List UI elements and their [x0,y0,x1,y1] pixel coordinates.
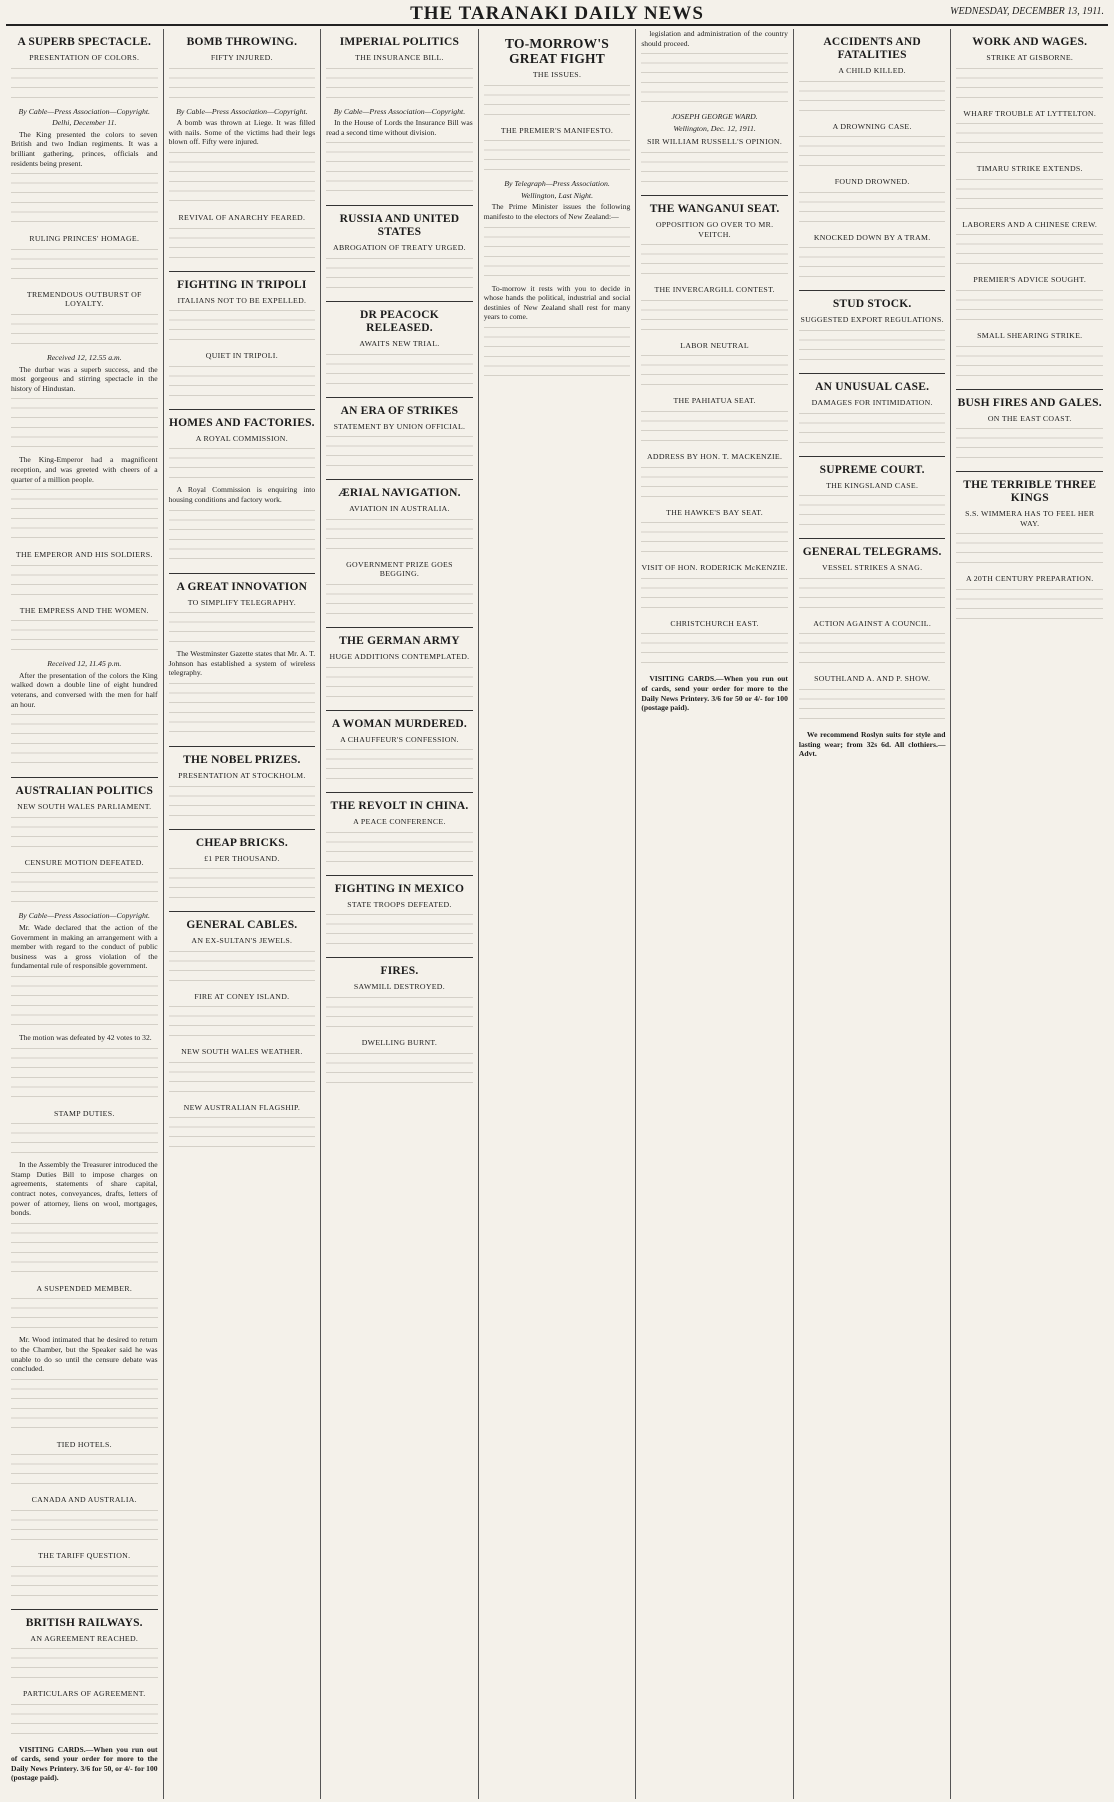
article-subheading: TREMENDOUS OUTBURST OF LOYALTY. [26,289,142,309]
section-rule [799,373,946,374]
section-rule [326,205,473,206]
article-subheading: STATE TROOPS DEFEATED. [347,899,452,909]
article-subheading: PRESENTATION AT STOCKHOLM. [178,770,306,780]
body-text-lines [11,1701,158,1741]
article-subheading: FIRE AT CONEY ISLAND. [194,991,290,1001]
body-text-lines [169,1114,316,1154]
column-4 [479,29,637,1799]
article-subheading: GOVERNMENT PRIZE GOES BEGGING. [346,559,453,579]
body-text-lines [169,149,316,209]
article-paragraph: A Royal Commission is enquiring into housing conditions and factory work. [168,485,316,504]
article-headline: ACCIDENTS AND FATALITIES [823,36,921,61]
section-rule [11,777,158,778]
article-subheading: SUGGESTED EXPORT REGULATIONS. [800,315,944,325]
body-text-lines [641,241,788,281]
article-subheading: NEW SOUTH WALES PARLIAMENT. [17,802,152,812]
dateline: Wellington, Last Night. [520,190,594,200]
article-headline: A GREAT INNOVATION [176,580,308,593]
article-headline: STUD STOCK. [832,298,912,311]
body-text-lines [326,65,473,105]
section-rule [326,957,473,958]
dateline: By Cable—Press Association—Copyright. [18,106,151,116]
dateline: Wellington, Dec. 12, 1911. [673,123,756,133]
article-paragraph: Mr. Wade declared that the action of the Government in making an arrangement with a member with regard to the conduct of public business was a gross violation of the fundamental rule of responsible government. [11,923,158,971]
article-subheading: CANADA AND AUSTRALIA. [31,1495,137,1505]
section-rule [799,456,946,457]
body-text-lines [326,1050,473,1090]
article-headline: TO-MORROW'S GREAT FIGHT [505,36,609,66]
body-text-lines [641,408,788,448]
body-text-lines [169,865,316,905]
article-subheading: A PEACE CONFERENCE. [353,817,446,827]
article-subheading: THE HAWKE'S BAY SEAT. [666,507,764,517]
article-subheading: ON THE EAST COAST. [987,413,1072,423]
body-text-lines [169,445,316,485]
article-headline: THE NOBEL PRIZES. [183,753,301,766]
article-paragraph: The Westminster Gazette states that Mr. A. T. Johnson has established a system of wireless telegraphy. [168,649,316,678]
body-text-lines [326,664,473,704]
article-headline: GENERAL TELEGRAMS. [802,546,942,559]
article-headline: THE TERRIBLE THREE KINGS [963,479,1097,505]
body-text-lines [11,1563,158,1603]
article-subheading: TIED HOTELS. [56,1439,112,1449]
article-subheading: ITALIANS NOT TO BE EXPELLED. [177,295,307,305]
article-headline: WORK AND WAGES. [972,36,1088,48]
article-paragraph: In the House of Lords the Insurance Bill was read a second time without division. [326,118,473,137]
article-subheading: THE EMPRESS AND THE WOMEN. [19,605,149,615]
section-rule [326,301,473,302]
column-3 [321,29,479,1799]
section-rule [799,290,946,291]
body-text-lines [169,225,316,265]
body-text-lines [484,324,631,384]
body-text-lines [956,65,1103,105]
body-text-lines [11,1045,158,1105]
article-subheading: ADDRESS BY HON. T. MACKENZIE. [646,451,783,461]
article-subheading: A CHILD KILLED. [838,66,906,75]
body-text-lines [11,1451,158,1491]
section-rule [326,397,473,398]
body-text-lines [799,410,946,450]
article-headline: ÆRIAL NAVIGATION. [338,487,461,500]
section-rule [326,710,473,711]
article-subheading: A SUSPENDED MEMBER. [36,1283,133,1293]
article-subheading: LABORERS AND A CHINESE CREW. [962,219,1098,229]
article-subheading: FOUND DROWNED. [834,177,910,187]
article-subheading: AWAITS NEW TRIAL. [359,338,440,348]
article-subheading: THE KINGSLAND CASE. [826,480,919,490]
body-text-lines [11,395,158,455]
body-text-lines [326,433,473,473]
dateline: Received 12, 12.55 a.m. [46,352,122,362]
body-text-lines [641,630,788,670]
article-headline: FIGHTING IN TRIPOLI [177,278,307,291]
section-rule [169,746,316,747]
section-rule [326,792,473,793]
article-subheading: SIR WILLIAM RUSSELL'S OPINION. [647,137,783,147]
article-headline: THE WANGANUI SEAT. [649,202,780,215]
article-headline: FIGHTING IN MEXICO [334,882,465,895]
article-subheading: STRIKE AT GISBORNE. [986,53,1074,62]
body-text-lines [11,1220,158,1280]
article-subheading: QUIET IN TRIPOLI. [205,351,278,361]
section-rule [326,875,473,876]
section-rule [169,573,316,574]
body-text-lines [169,609,316,649]
section-rule [169,829,316,830]
body-text-lines [956,231,1103,271]
body-text-lines [11,1120,158,1160]
body-text-lines [169,680,316,740]
body-text-lines [326,829,473,869]
article-subheading: £1 PER THOUSAND. [204,853,280,863]
article-subheading: REVIVAL OF ANARCHY FEARED. [178,212,306,222]
article-headline: THE REVOLT IN CHINA. [330,800,469,813]
dateline: By Cable—Press Association—Copyright. [333,106,466,116]
article-headline: RUSSIA AND UNITED STATES [339,213,460,239]
dateline: By Telegraph—Press Association. [504,179,610,189]
article-headline: AUSTRALIAN POLITICS [15,785,154,798]
body-text-lines [326,255,473,295]
body-text-lines [799,189,946,229]
body-text-lines [956,530,1103,570]
article-subheading: CENSURE MOTION DEFEATED. [24,857,144,867]
article-subheading: THE ISSUES. [532,70,582,79]
body-text-lines [641,464,788,504]
issue-date: WEDNESDAY, DECEMBER 13, 1911. [950,6,1104,17]
body-text-lines [11,711,158,771]
article-subheading: THE INVERCARGILL CONTEST. [654,285,775,295]
advertisement: VISITING CARDS.—When you run out of cards, send your order for more to the Daily News Printery. 3/6 for 50, or 4/- for 100 (postage paid). [11,1744,158,1783]
section-rule [326,627,473,628]
article-subheading: ACTION AGAINST A COUNCIL. [813,618,932,628]
advertisement: VISITING CARDS.—When you run out of cards, send your order for more to the Daily News Printery. 3/6 for 50 or 4/- for 100 (postage paid). [641,674,788,713]
body-text-lines [169,65,316,105]
dateline: By Cable—Press Association—Copyright. [176,106,308,116]
article-paragraph: The motion was defeated by 42 votes to 32. [19,1033,152,1042]
article-subheading: A 20TH CENTURY PREPARATION. [965,574,1094,584]
advertisement: We recommend Roslyn suits for style and lasting wear; from 32s 6d. All clothiers.—Advt. [798,729,946,759]
article-headline: THE GERMAN ARMY [339,634,460,647]
article-headline: AN ERA OF STRIKES [340,404,459,417]
article-subheading: S.S. WIMMERA HAS TO FEEL HER WAY. [965,509,1095,528]
body-text-lines [11,311,158,351]
article-paragraph: The King-Emperor had a magnificent reception, and was greeted with cheers of a quarter of a million people. [11,455,158,484]
article-subheading: THE INSURANCE BILL. [355,53,444,62]
body-text-lines [326,994,473,1034]
body-text-lines [11,617,158,657]
article-headline: BUSH FIRES AND GALES. [957,396,1102,409]
body-text-lines [11,486,158,546]
body-text-lines [799,78,946,118]
body-text-lines [956,176,1103,216]
article-headline: AN UNUSUAL CASE. [815,380,930,393]
article-subheading: SOUTHLAND A. AND P. SHOW. [814,674,931,684]
column-1 [6,29,164,1799]
body-text-lines [956,586,1103,626]
article-paragraph: To-morrow it rests with you to decide in whose hands the political, industrial and social destinies of New Zealand shall rest for many years to come. [483,283,631,322]
body-text-lines [799,244,946,284]
article-subheading: THE PREMIER'S MANIFESTO. [500,125,614,135]
article-headline: FIRES. [380,965,419,978]
column-6 [794,29,952,1799]
article-subheading: DAMAGES FOR INTIMIDATION. [811,397,933,407]
body-text-lines [11,814,158,854]
article-subheading: PARTICULARS OF AGREEMENT. [23,1689,146,1699]
body-text-lines [799,575,946,615]
body-text-lines [11,1295,158,1335]
body-text-lines [956,287,1103,327]
body-text-lines [169,507,316,567]
body-text-lines [169,307,316,347]
body-text-lines [169,1003,316,1043]
article-subheading: SAWMILL DESTROYED. [353,982,445,992]
article-headline: DR PEACOCK RELEASED. [359,308,439,334]
article-headline: BRITISH RAILWAYS. [25,1616,143,1629]
article-subheading: PREMIER'S ADVICE SOUGHT. [973,275,1087,285]
section-rule [11,1609,158,1610]
body-text-lines [956,425,1103,465]
body-text-lines [484,137,631,177]
body-text-lines [169,783,316,823]
newspaper-title: THE TARANAKI DAILY NEWS [410,3,704,24]
body-text-lines [484,82,631,122]
body-text-lines [641,352,788,392]
body-text-lines [11,1376,158,1436]
article-subheading: AVIATION IN AUSTRALIA. [349,504,450,514]
article-subheading: DWELLING BURNT. [361,1037,438,1047]
body-text-lines [11,562,158,602]
dateline: JOSEPH GEORGE WARD. [671,112,758,122]
section-rule [799,538,946,539]
article-paragraph: In the Assembly the Treasurer introduced the Stamp Duties Bill to impose charges on agreements, statements of share capital, contract notes, conveyances, drafts, letters of power of attorney, liens on wool, mortgages, bonds. [11,1160,158,1218]
article-subheading: AN EX-SULTAN'S JEWELS. [191,936,293,946]
body-text-lines [641,575,788,615]
section-rule [326,479,473,480]
article-paragraph: The Prime Minister issues the following manifesto to the electors of New Zealand:— [483,202,631,221]
section-rule [956,389,1103,390]
article-headline: A WOMAN MURDERED. [331,717,467,730]
body-text-lines [326,139,473,199]
masthead [6,0,1108,26]
body-text-lines [326,746,473,786]
article-subheading: AN AGREEMENT REACHED. [30,1633,139,1643]
article-paragraph: The durbar was a superb success, and the most gorgeous and stirring spectacle in the history of Hindustan. [11,364,158,393]
article-paragraph: After the presentation of the colors the King walked down a double line of eight hundred veterans, and conversed with the men for half an hour. [11,670,158,709]
body-text-lines [799,327,946,367]
body-text-lines [956,343,1103,383]
dateline: Received 12, 11.45 p.m. [47,659,122,669]
body-text-lines [326,516,473,556]
body-text-lines [11,246,158,286]
body-text-lines [169,948,316,988]
body-text-lines [799,630,946,670]
article-headline: GENERAL CABLES. [186,919,298,932]
body-text-lines [799,492,946,532]
article-subheading: STAMP DUTIES. [53,1108,115,1118]
article-subheading: A CHAUFFEUR'S CONFESSION. [340,734,459,744]
section-rule [169,409,316,410]
section-rule [641,195,788,196]
article-subheading: RULING PRINCES' HOMAGE. [29,234,140,244]
columns [6,29,1108,1799]
section-rule [169,271,316,272]
body-text-lines [11,65,158,105]
body-text-lines [641,519,788,559]
article-headline: HOMES AND FACTORIES. [168,416,315,429]
article-headline: BOMB THROWING. [186,36,298,48]
article-subheading: STATEMENT BY UNION OFFICIAL. [333,421,466,431]
article-subheading: THE EMPEROR AND HIS SOLDIERS. [15,550,153,560]
article-subheading: THE PAHIATUA SEAT. [673,396,756,406]
body-text-lines [484,224,631,284]
article-subheading: PRESENTATION OF COLORS. [29,53,140,62]
column-2 [164,29,322,1799]
body-text-lines [11,1645,158,1685]
article-subheading: LABOR NEUTRAL [680,340,749,350]
article-subheading: A ROYAL COMMISSION. [195,433,288,443]
article-subheading: SMALL SHEARING STRIKE. [977,330,1083,340]
article-subheading: KNOCKED DOWN BY A TRAM. [813,232,931,242]
body-text-lines [326,351,473,391]
body-text-lines [11,1507,158,1547]
section-rule [956,471,1103,472]
article-paragraph: legislation and administration of the country should proceed. [641,29,788,48]
article-paragraph: The King presented the colors to seven British and two Indian regiments. It was a brilliant gathering, princes, officials and residents being present. [11,129,158,168]
article-headline: IMPERIAL POLITICS [339,36,460,48]
article-paragraph: A bomb was thrown at Liege. It was filled with nails. Some of the victims had their legs blown off. Fifty were injured. [168,118,316,147]
article-subheading: A DROWNING CASE. [832,121,912,131]
body-text-lines [641,149,788,189]
column-7 [951,29,1108,1799]
body-text-lines [169,1059,316,1099]
article-subheading: HUGE ADDITIONS CONTEMPLATED. [329,651,470,661]
article-subheading: WHARF TROUBLE AT LYTTELTON. [963,108,1097,118]
body-text-lines [11,869,158,909]
column-5 [636,29,794,1799]
article-subheading: FIFTY INJURED. [210,53,273,62]
article-subheading: OPPOSITION GO OVER TO MR. VEITCH. [655,219,774,239]
article-subheading: NEW SOUTH WALES WEATHER. [181,1047,303,1057]
body-text-lines [799,133,946,173]
body-text-lines [799,686,946,726]
body-text-lines [641,50,788,110]
body-text-lines [169,363,316,403]
body-text-lines [11,973,158,1033]
article-headline: CHEAP BRICKS. [195,836,288,849]
article-subheading: CHRISTCHURCH EAST. [670,618,759,628]
section-rule [169,911,316,912]
article-subheading: ABROGATION OF TREATY URGED. [333,243,466,253]
body-text-lines [326,581,473,621]
article-subheading: THE TARIFF QUESTION. [38,1550,131,1560]
body-text-lines [641,297,788,337]
article-subheading: TIMARU STRIKE EXTENDS. [976,164,1083,174]
body-text-lines [956,120,1103,160]
article-subheading: VESSEL STRIKES A SNAG. [822,563,923,573]
article-subheading: TO SIMPLIFY TELEGRAPHY. [187,597,296,607]
body-text-lines [11,170,158,230]
body-text-lines [326,911,473,951]
article-paragraph: Mr. Wood intimated that he desired to return to the Chamber, but the Speaker said he was unable to do so until the censure debate was concluded. [11,1335,158,1374]
article-subheading: VISIT OF HON. RODERICK McKENZIE. [641,563,788,573]
article-headline: SUPREME COURT. [819,463,925,476]
article-headline: A SUPERB SPECTACLE. [17,36,152,48]
dateline: By Cable—Press Association—Copyright. [18,911,151,921]
article-subheading: NEW AUSTRALIAN FLAGSHIP. [183,1102,301,1112]
dateline: Delhi, December 11. [52,118,117,128]
